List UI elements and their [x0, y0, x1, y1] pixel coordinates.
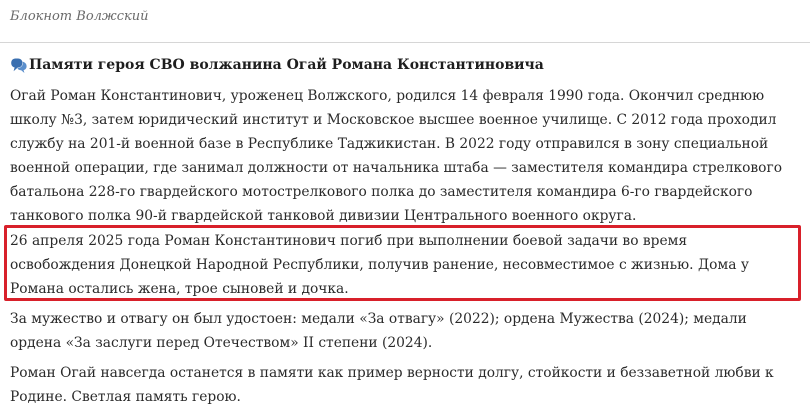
text-line: Роман Огай навсегда останется в памяти как пример верности долгу, стойкости и беззаветной любви к — [10, 365, 774, 381]
text-line: ордена «За заслуги перед Отечеством» II степени (2024). — [10, 335, 433, 351]
article-title: Памяти героя СВО волжанина Огай Романа Константиновича — [29, 57, 544, 73]
source-name[interactable]: Блокнот Волжский — [10, 9, 149, 24]
paragraph-awards — [10, 307, 805, 355]
text-line: освобождения Донецкой Народной Республики, получив ранение, несовместимое с жизнью. Дома у — [10, 257, 749, 273]
text-line: батальона 228-го гвардейского мотострелкового полка до заместителя командира 6-го гвардейского — [10, 184, 753, 200]
speech-bubble-icon — [10, 56, 28, 74]
text-line: военной операции, где занимал должности от начальника штаба — заместителя командира стрелкового — [10, 160, 783, 176]
text-line: За мужество и отвагу он был удостоен: медали «За отвагу» (2022); ордена Мужества (2024); медали — [10, 311, 747, 327]
text-line: 26 апреля 2025 года Роман Константинович погиб при выполнении боевой задачи во время — [10, 233, 688, 249]
text-line: танкового полка 90-й гвардейской танковой дивизии Центрального военного округа. — [10, 208, 637, 224]
text-line: Огай Роман Константинович, уроженец Волжского, родился 14 февраля 1990 года. Окончил среднюю — [10, 88, 765, 104]
paragraph-biography — [10, 84, 805, 228]
text-line: Романа остались жена, трое сыновей и дочка. — [10, 281, 349, 297]
text-line: школу №3, затем юридический институт и Московское высшее военное училище. С 2012 года проходил — [10, 112, 777, 128]
article-headline — [10, 54, 805, 76]
paragraph-memory — [10, 361, 805, 409]
text-line: Родине. Светлая память герою. — [10, 389, 241, 405]
paragraph-death — [10, 229, 805, 301]
text-line: службу на 201-й военной базе в Республике Таджикистан. В 2022 году отправился в зону специальной — [10, 136, 769, 152]
header-divider — [0, 42, 810, 43]
